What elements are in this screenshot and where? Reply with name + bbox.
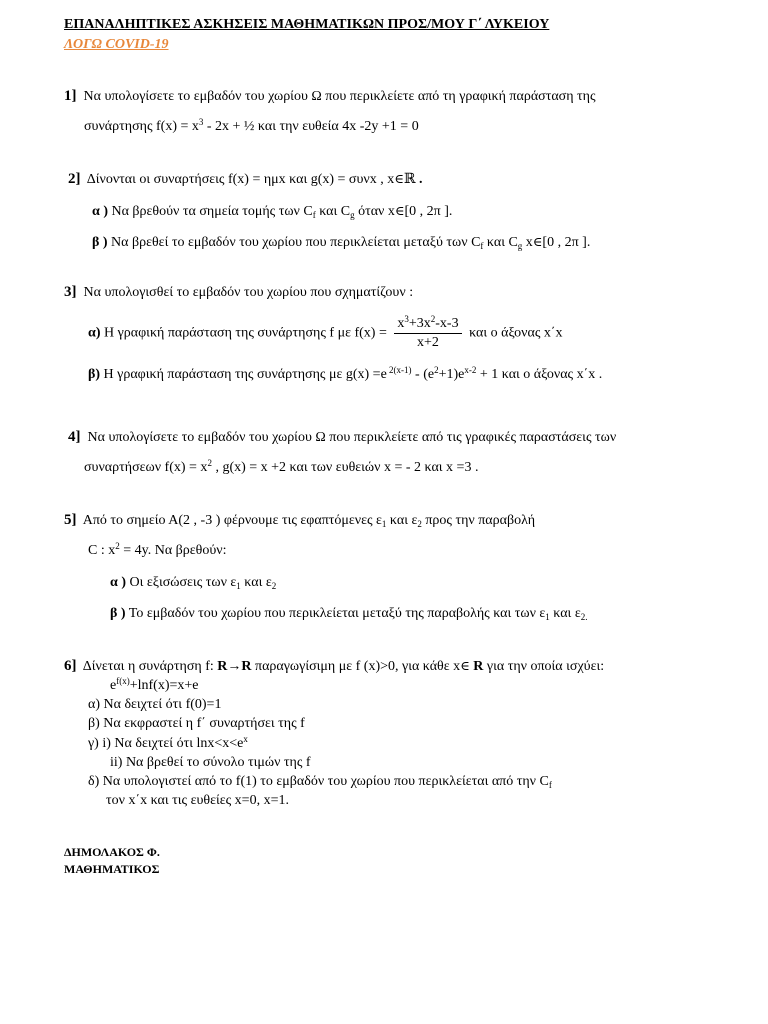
exercise-number: 4] [68, 429, 81, 445]
exercise-number: 6] [64, 658, 77, 674]
exercise-4-line-2: συναρτήσεων $f(x) = x^2$ , g(x) = x +2 και των ευθειών x = - 2 και x =3 . [84, 458, 479, 475]
author-role: ΜΑΘΗΜΑΤΙΚΟΣ [64, 862, 160, 876]
exercise-3-part-a: α) Η γραφική παράσταση της συνάρτησης f με f(x) = $\frac{x^3+3x^2-x-3}{x+2}$ και ο άξονας x΄x [88, 314, 563, 350]
fraction [394, 316, 461, 351]
author-name: ΔΗΜΟΛΑΚΟΣ Φ. [64, 845, 160, 859]
exercise-number: 3] [64, 284, 77, 300]
exercise-1-line-1: 1] Να υπολογίσετε το εμβαδόν του χωρίου Ω που περικλείετε από τη γραφική παράσταση της [64, 88, 596, 104]
exercise-6-part-c-ii: ii) Να βρεθεί το σύνολο τιμών της f [110, 755, 311, 770]
exercise-1-line-2: συνάρτησης $f(x) = x^3 - 2x$ + ½ και την ευθεία 4x -2y +1 = 0 [84, 117, 419, 134]
exercise-number: 5] [64, 512, 77, 528]
exercise-5-line-1: 5] Από το σημείο Α(2 , -3 ) φέρνουμε τις εφαπτόμενες $\varepsilon_1$ και $\varepsilon_2$ προς την παραβολή [64, 512, 536, 529]
exercise-3-part-b: β) Η γραφική παράσταση της συνάρτησης με g(x) =e $^{2(x-1)} - (e^2+1)e^{x-2} + 1$ και ο άξονας x΄x . [88, 365, 603, 382]
exercise-number: 2] [68, 171, 81, 187]
exercise-2-part-a: α ) Να βρεθούν τα σημεία τομής των $C_f$ και $C_g$ όταν x∈[0 , 2π ]. [92, 203, 453, 220]
exercise-number: 1] [64, 88, 77, 104]
exercise-4-line-1: 4] Να υπολογίσετε το εμβαδόν του χωρίου Ω που περικλείετε από τις γραφικές παραστάσεις των [68, 429, 617, 445]
exercise-3-intro: 3] Να υπολογισθεί το εμβαδόν του χωρίου που σχηματίζουν : [64, 284, 414, 300]
exercise-5-part-b: β ) Το εμβαδόν του χωρίου που περικλείεται μεταξύ της παραβολής και των $\varepsilon_1$ και $\varepsilon_{2.}$ [110, 606, 588, 622]
exercise-6-equation: $e^{f(x)}+\ln f(x)=x+e$ [110, 676, 199, 693]
exercise-2-part-b: β ) Να βρεθεί το εμβαδόν του χωρίου που περικλείεται μεταξύ των $C_f$ και $C_g$ x∈[0 , 2π ]. [92, 234, 591, 251]
exercise-2-intro: 2] Δίνονται οι συναρτήσεις f(x) = ημx και g(x) = συνx , x∈ℝ . [68, 171, 423, 187]
exercise-5-part-a: α ) Οι εξισώσεις των $\varepsilon_1$ και $\varepsilon_2$ [110, 575, 277, 591]
exercise-6-part-c-i: γ) i) Να δειχτεί ότι $\ln x<x<e^x$ [88, 734, 248, 751]
exercise-5-line-2: C : $x^2 = 4y$. Να βρεθούν: [88, 541, 227, 558]
page-subtitle: ΛΟΓΩ COVID-19 [64, 37, 169, 52]
exercise-6-intro: 6] Δίνεται η συνάρτηση f: R→R παραγωγίσιμη με f (x)>0, για κάθε x∈ R για την οποία ισχύει: [64, 658, 605, 674]
exercise-6-part-b: β) Να εκφραστεί η f΄ συναρτήσει της f [88, 716, 305, 731]
exercise-6-part-d: δ) Να υπολογιστεί από το f(1) το εμβαδόν του χωρίου που περικλείεται από την $C_f$ [88, 774, 552, 790]
fraction-numerator: $x^3+3x^2-x-3$ [394, 316, 461, 334]
exercise-6-part-a: α) Να δειχτεί ότι f(0)=1 [88, 697, 222, 712]
page-title: ΕΠΑΝΑΛΗΠΤΙΚΕΣ ΑΣΚΗΣΕΙΣ ΜΑΘΗΜΑΤΙΚΩΝ ΠΡΟΣ/ΜΟΥ Γ΄ ΛΥΚΕΙΟΥ [64, 17, 550, 32]
exercise-6-part-d-cont: τον x΄x και τις ευθείες x=0, x=1. [106, 793, 289, 808]
fraction-denominator: x+2 [417, 335, 439, 350]
